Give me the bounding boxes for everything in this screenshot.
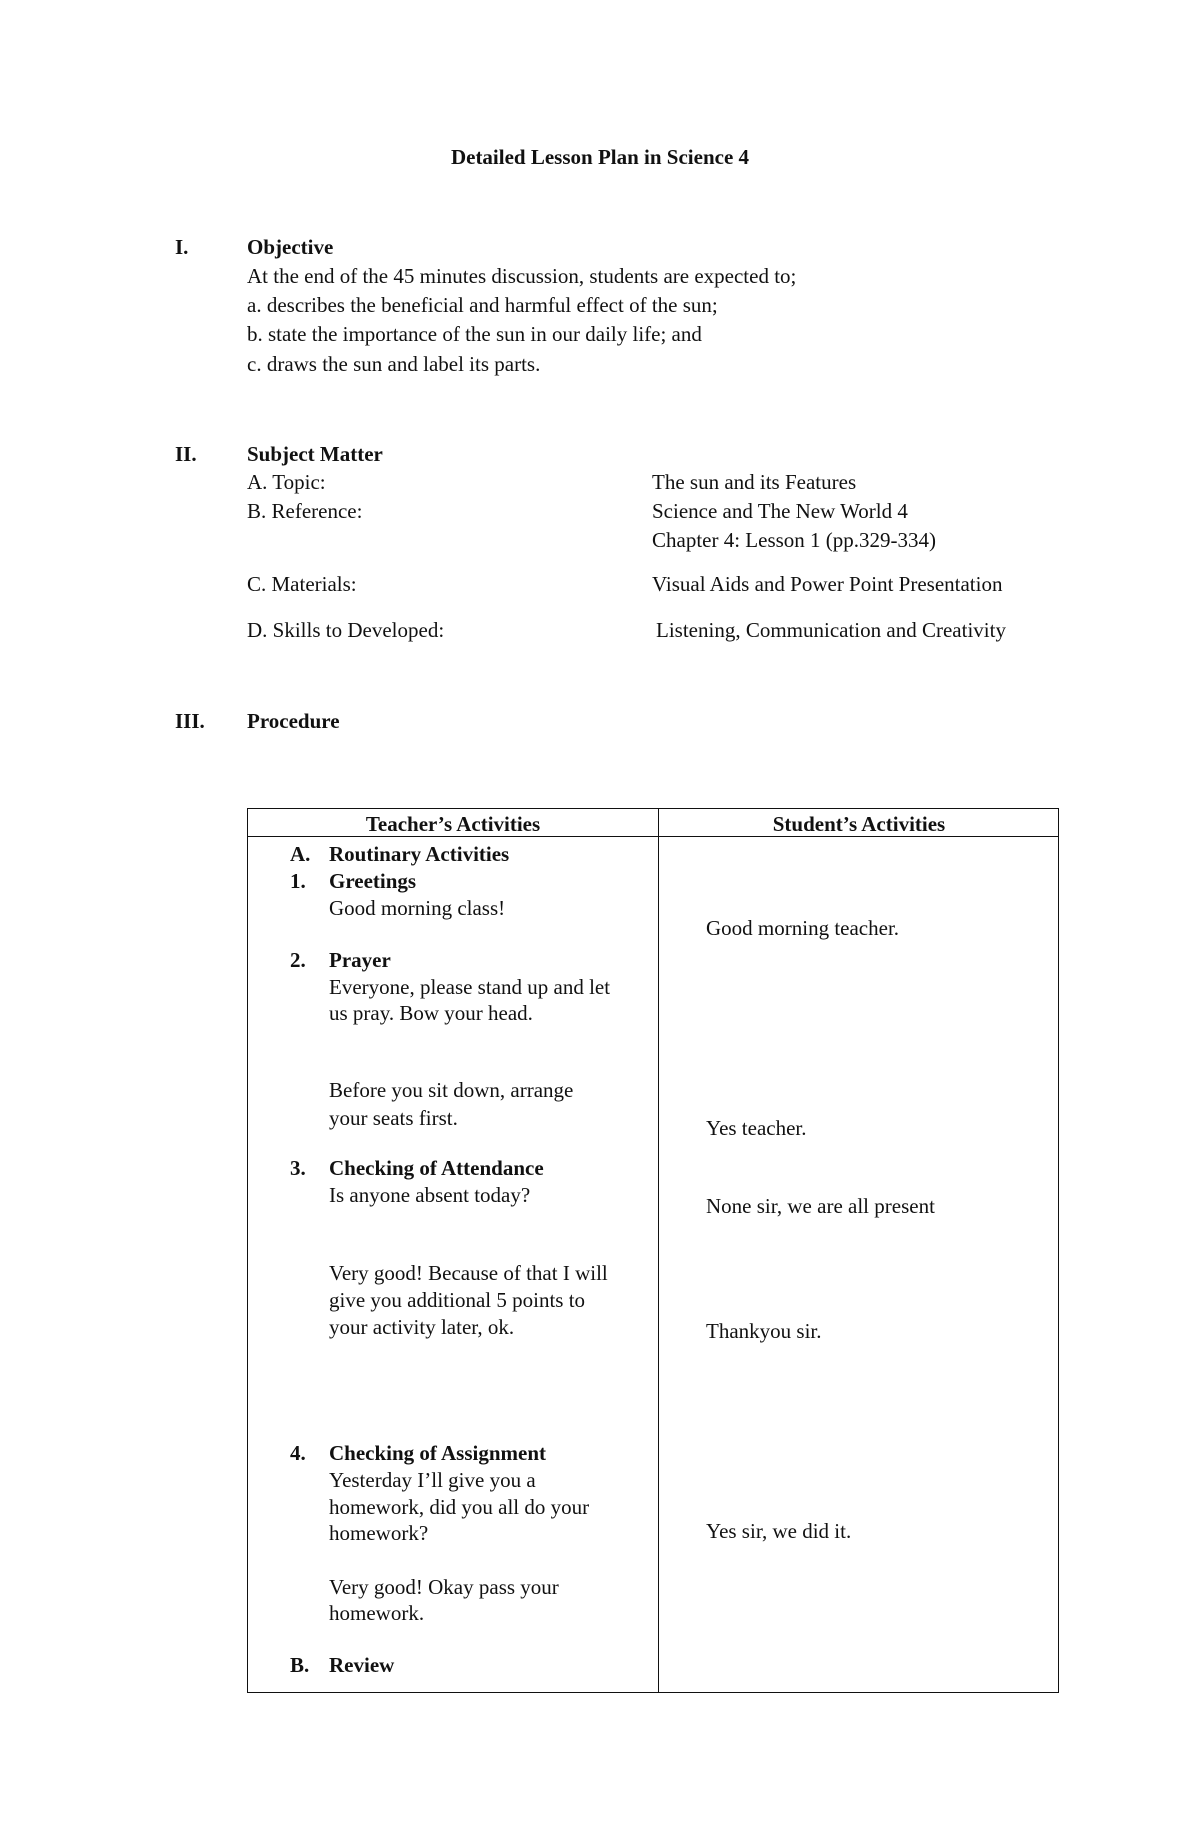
objective-number: I. bbox=[175, 235, 189, 259]
routinary-heading: Routinary Activities bbox=[329, 842, 510, 866]
skills-label: D. Skills to Developed: bbox=[247, 618, 445, 642]
routinary-number: A. bbox=[290, 842, 311, 866]
student-response-3: None sir, we are all present bbox=[706, 1194, 935, 1218]
activities-table bbox=[247, 808, 1059, 1693]
reference-value-chapter: Chapter 4: Lesson 1 (pp.329-334) bbox=[652, 528, 937, 552]
skills-value: Listening, Communication and Creativity bbox=[656, 618, 1006, 642]
greetings-number: 1. bbox=[290, 869, 306, 893]
attendance-text-3: give you additional 5 points to bbox=[329, 1288, 586, 1312]
assignment-text-4: Very good! Okay pass your bbox=[329, 1575, 559, 1599]
table-column-divider bbox=[658, 809, 659, 1692]
objective-item-b: b. state the importance of the sun in our daily life; and bbox=[247, 322, 702, 346]
assignment-text-3: homework? bbox=[329, 1521, 429, 1545]
student-response-1: Good morning teacher. bbox=[706, 916, 900, 940]
subject-matter-heading: Subject Matter bbox=[247, 442, 383, 466]
prayer-heading: Prayer bbox=[329, 948, 391, 972]
student-response-2: Yes teacher. bbox=[706, 1116, 807, 1140]
assignment-text-5: homework. bbox=[329, 1601, 425, 1625]
topic-value: The sun and its Features bbox=[652, 470, 857, 494]
prayer-text-2: us pray. Bow your head. bbox=[329, 1001, 533, 1025]
review-heading: Review bbox=[329, 1653, 395, 1677]
student-activities-header: Student’s Activities bbox=[772, 812, 946, 836]
attendance-text-4: your activity later, ok. bbox=[329, 1315, 515, 1339]
materials-value: Visual Aids and Power Point Presentation bbox=[652, 572, 1003, 596]
page-title: Detailed Lesson Plan in Science 4 bbox=[450, 145, 750, 169]
objective-item-c: c. draws the sun and label its parts. bbox=[247, 352, 541, 376]
assignment-text-1: Yesterday I’ll give you a bbox=[329, 1468, 536, 1492]
procedure-number: III. bbox=[175, 709, 205, 733]
topic-label: A. Topic: bbox=[247, 470, 326, 494]
student-response-5: Yes sir, we did it. bbox=[706, 1519, 852, 1543]
greetings-heading: Greetings bbox=[329, 869, 417, 893]
assignment-text-2: homework, did you all do your bbox=[329, 1495, 590, 1519]
table-header-divider bbox=[248, 836, 1058, 837]
prayer-number: 2. bbox=[290, 948, 306, 972]
assignment-number: 4. bbox=[290, 1441, 306, 1465]
greetings-text: Good morning class! bbox=[329, 896, 506, 920]
review-number: B. bbox=[290, 1653, 310, 1677]
procedure-heading: Procedure bbox=[247, 709, 340, 733]
attendance-text-2: Very good! Because of that I will bbox=[329, 1261, 608, 1285]
assignment-heading: Checking of Assignment bbox=[329, 1441, 547, 1465]
prayer-text-3: Before you sit down, arrange bbox=[329, 1078, 574, 1102]
objective-item-a: a. describes the beneficial and harmful effect of the sun; bbox=[247, 293, 718, 317]
prayer-text-1: Everyone, please stand up and let bbox=[329, 975, 611, 999]
teacher-activities-header: Teacher’s Activities bbox=[365, 812, 541, 836]
reference-value: Science and The New World 4 bbox=[652, 499, 908, 523]
attendance-number: 3. bbox=[290, 1156, 306, 1180]
objective-heading: Objective bbox=[247, 235, 334, 259]
subject-matter-number: II. bbox=[175, 442, 197, 466]
materials-label: C. Materials: bbox=[247, 572, 357, 596]
prayer-text-4: your seats first. bbox=[329, 1106, 458, 1130]
reference-label: B. Reference: bbox=[247, 499, 363, 523]
student-response-4: Thankyou sir. bbox=[706, 1319, 822, 1343]
attendance-heading: Checking of Attendance bbox=[329, 1156, 544, 1180]
objective-intro: At the end of the 45 minutes discussion, students are expected to; bbox=[247, 264, 797, 288]
attendance-text-1: Is anyone absent today? bbox=[329, 1183, 531, 1207]
